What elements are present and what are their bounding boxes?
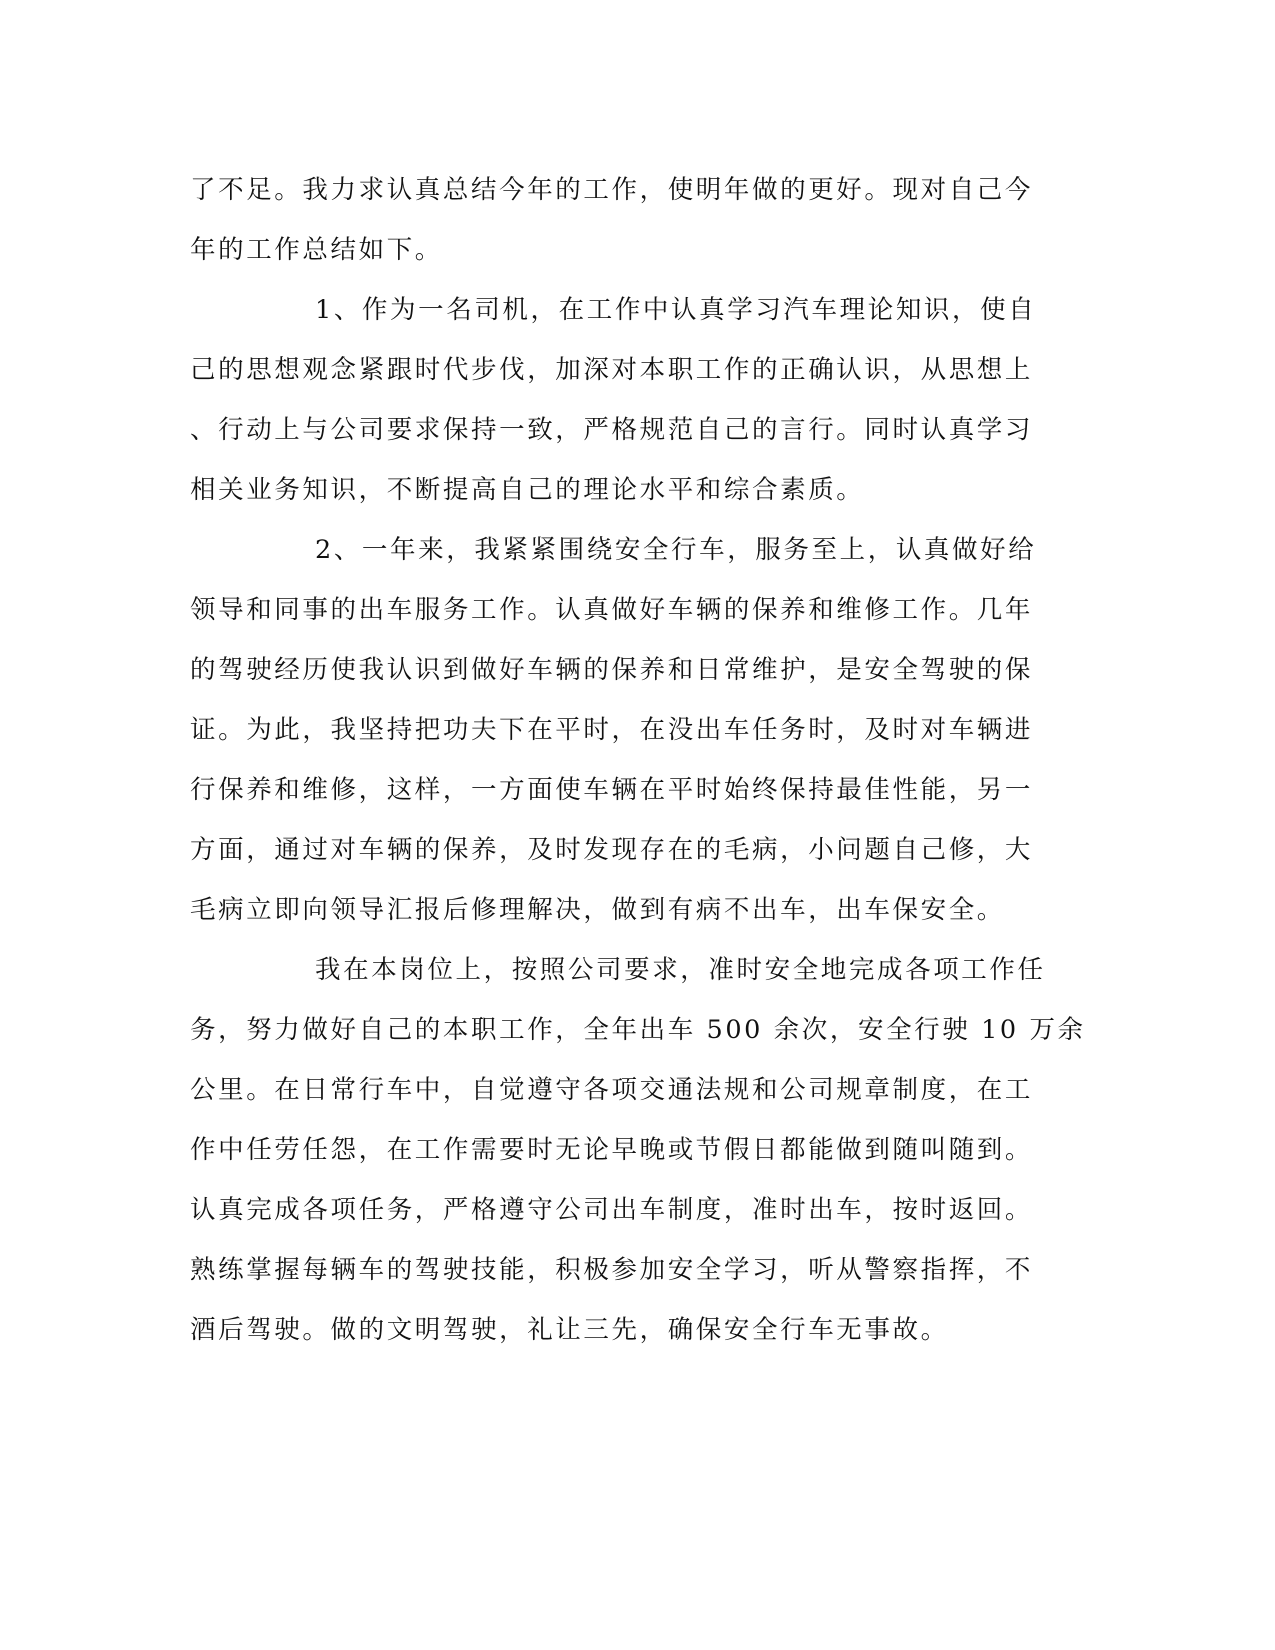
text-line: 方面，通过对车辆的保养，及时发现存在的毛病，小问题自己修，大	[190, 835, 1034, 865]
text-line: 了不足。我力求认真总结今年的工作，使明年做的更好。现对自己今	[190, 175, 1034, 205]
document-body	[190, 160, 1090, 1360]
paragraph-intro	[190, 160, 1090, 280]
text-line: 务，努力做好自己的本职工作，全年出车 500 余次，安全行驶 10 万余	[190, 1015, 1086, 1045]
paragraph-item-3	[190, 940, 1090, 1360]
text-line: 行保养和维修，这样，一方面使车辆在平时始终保持最佳性能，另一	[190, 775, 1034, 805]
text-line: 、行动上与公司要求保持一致，严格规范自己的言行。同时认真学习	[190, 415, 1034, 445]
text-line: 1、作为一名司机，在工作中认真学习汽车理论知识，使自	[315, 295, 1037, 325]
text-line: 毛病立即向领导汇报后修理解决，做到有病不出车，出车保安全。	[190, 895, 1005, 925]
text-line: 己的思想观念紧跟时代步伐，加深对本职工作的正确认识，从思想上	[190, 355, 1034, 385]
text-line: 作中任劳任怨，在工作需要时无论早晚或节假日都能做到随叫随到。	[190, 1135, 1034, 1165]
text-line: 领导和同事的出车服务工作。认真做好车辆的保养和维修工作。几年	[190, 595, 1034, 625]
text-line: 酒后驾驶。做的文明驾驶，礼让三先，确保安全行车无事故。	[190, 1315, 949, 1345]
text-line: 的驾驶经历使我认识到做好车辆的保养和日常维护，是安全驾驶的保	[190, 655, 1034, 685]
paragraph-item-1	[190, 280, 1090, 520]
text-line: 公里。在日常行车中，自觉遵守各项交通法规和公司规章制度，在工	[190, 1075, 1034, 1105]
paragraph-item-2	[190, 520, 1090, 940]
text-line: 年的工作总结如下。	[190, 235, 443, 265]
text-line: 相关业务知识，不断提高自己的理论水平和综合素质。	[190, 475, 865, 505]
text-line: 认真完成各项任务，严格遵守公司出车制度，准时出车，按时返回。	[190, 1195, 1034, 1225]
text-line: 证。为此，我坚持把功夫下在平时，在没出车任务时，及时对车辆进	[190, 715, 1034, 745]
text-line: 我在本岗位上，按照公司要求，准时安全地完成各项工作任	[315, 955, 1046, 985]
text-line: 2、一年来，我紧紧围绕安全行车，服务至上，认真做好给	[315, 535, 1037, 565]
text-line: 熟练掌握每辆车的驾驶技能，积极参加安全学习，听从警察指挥，不	[190, 1255, 1034, 1285]
